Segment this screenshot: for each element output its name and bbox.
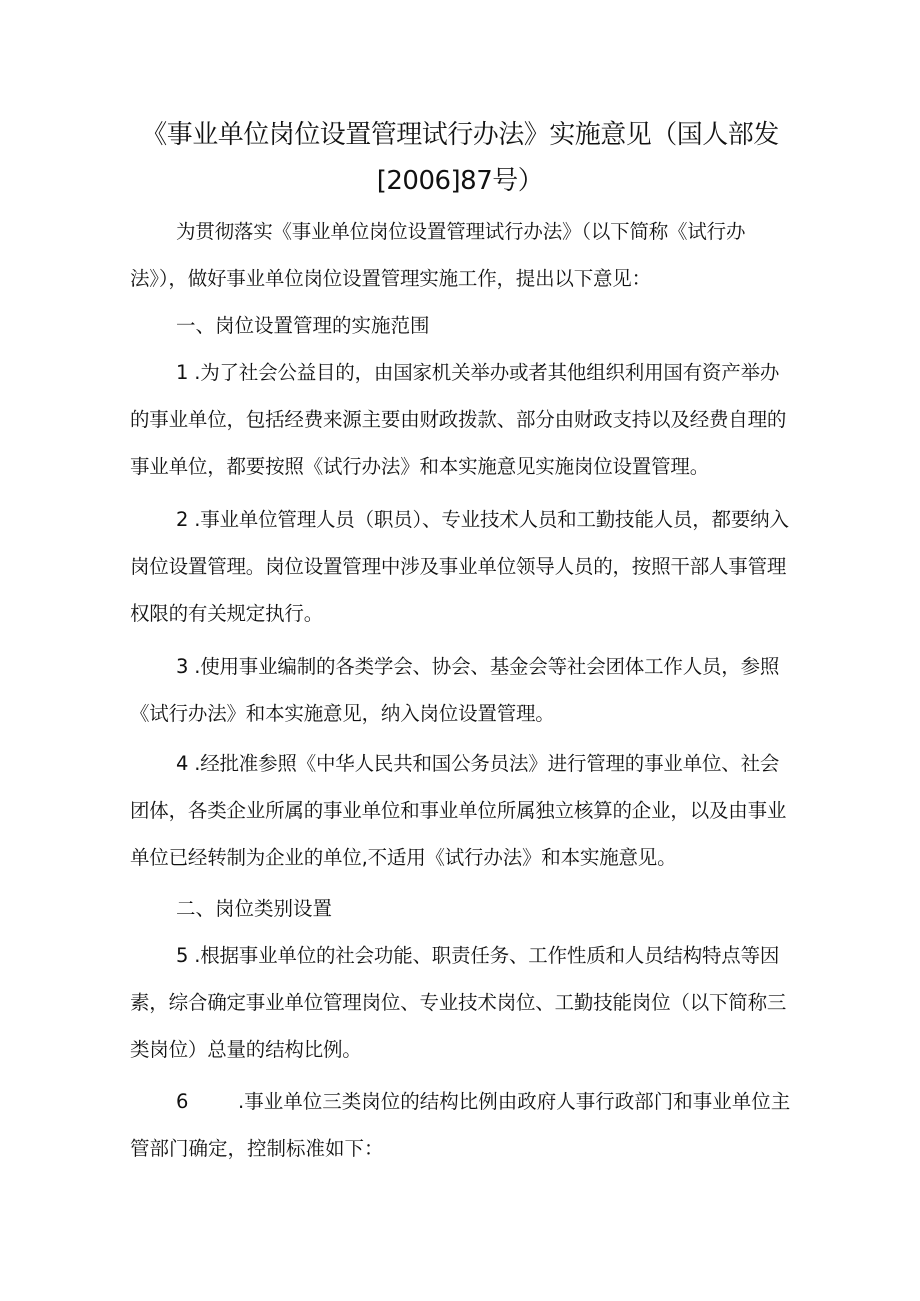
section-heading-scope: 一、岗位设置管理的实施范围 [176, 314, 430, 337]
document-title [120, 112, 800, 204]
item-1-paragraph: 1 .为了社会公益目的，由国家机关举办或者其他组织利用国有资产举办的事业单位，包括经费来源主要由财政拨款、部分由财政支持以及经费自理的事业单位，都要按照《试行办法》和本实施意见实施岗位设置管理。 [130, 361, 787, 478]
item-5-paragraph: 5 .根据事业单位的社会功能、职责任务、工作性质和人员结构特点等因素，综合确定事业单位管理岗位、专业技术岗位、工勤技能岗位（以下简称三类岗位）总量的结构比例。 [130, 944, 787, 1061]
item-3-paragraph: 3 .使用事业编制的各类学会、协会、基金会等社会团体工作人员，参照《试行办法》和本实施意见，纳入岗位设置管理。 [130, 655, 780, 725]
section-heading-categories: 二、岗位类别设置 [176, 897, 333, 920]
intro-paragraph: 为贯彻落实《事业单位岗位设置管理试行办法》（以下简称《试行办法》），做好事业单位岗位设置管理实施工作，提出以下意见： [130, 220, 746, 290]
item-6-number: 6 [176, 1090, 189, 1113]
title-line-2: [2006]87号） [376, 166, 544, 196]
item-4-paragraph: 4 .经批准参照《中华人民共和国公务员法》进行管理的事业单位、社会团体，各类企业所属的事业单位和事业单位所属独立核算的企业，以及由事业单位已经转制为企业的单位,不适用《试行办法》和本实施意见。 [130, 752, 787, 869]
item-2-paragraph: 2 .事业单位管理人员（职员）、专业技术人员和工勤技能人员，都要纳入岗位设置管理。岗位设置管理中涉及事业单位领导人员的，按照干部人事管理权限的有关规定执行。 [130, 508, 789, 625]
item-6-paragraph [130, 1078, 794, 1172]
item-6-text: .事业单位三类岗位的结构比例由政府人事行政部门和事业单位主管部门确定，控制标准如下： [130, 1090, 791, 1160]
title-line-1: 《事业单位岗位设置管理试行办法》实施意见（国人部发 [141, 120, 779, 150]
